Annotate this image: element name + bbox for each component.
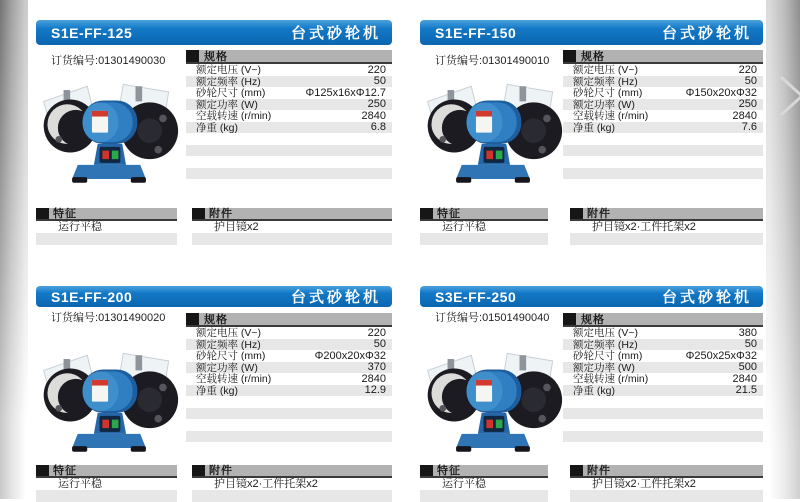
section-stripe [192,233,392,245]
next-page-chevron-icon[interactable] [779,74,800,123]
spec-value: 220 [738,63,757,76]
product-card [420,17,763,253]
spec-value: 7.6 [741,121,757,134]
features-title: 特征 [420,208,548,221]
features-text: 运行平稳 [58,221,102,233]
spec-table [563,313,763,442]
accessories-section [192,465,392,502]
spec-value: Φ150x20xΦ32 [685,86,757,99]
accessories-text: 护目镜x2·工件托架x2 [592,478,696,490]
spec-value: 2840 [361,372,386,385]
spec-table [563,50,763,179]
accessories-title: 附件 [570,465,763,478]
features-title: 特征 [36,465,177,478]
features-text: 运行平稳 [58,478,102,490]
spec-row-empty [186,408,392,420]
product-model: S1E-FF-150 [435,24,517,41]
accessories-section [570,208,763,245]
spec-row-empty [186,419,392,431]
product-model: S1E-FF-125 [51,24,133,41]
features-text: 运行平稳 [442,478,486,490]
product-card [36,17,392,253]
product-header-bar [36,286,392,307]
features-title: 特征 [36,208,177,221]
spec-label: 净重 (kg) [196,384,238,397]
spec-label: 额定电压 (V~) [196,64,262,77]
spec-value: 21.5 [735,384,757,397]
section-stripe [36,490,177,502]
product-header-bar [420,286,763,307]
spec-row [563,385,763,397]
spec-value: 6.8 [370,121,386,134]
product-category: 台式砂轮机 [290,25,381,42]
spec-row-empty [186,168,392,180]
spec-row-empty [186,145,392,157]
accessories-title: 附件 [192,465,392,478]
spec-row [563,122,763,134]
product-header-bar [420,20,763,45]
features-section [36,208,177,245]
accessories-title: 附件 [570,208,763,221]
product-model: S1E-FF-200 [51,288,133,305]
section-stripe [570,490,763,502]
order-number [51,309,165,325]
bench-grinder-image [422,69,564,201]
spec-row-empty [563,168,763,180]
spec-label: 额定频率 (Hz) [196,75,261,88]
spec-value: Φ125x16xΦ12.7 [305,86,386,99]
spec-value: 220 [367,326,386,339]
spec-value: 50 [744,75,757,88]
accessories-section [192,208,392,245]
section-stripe [420,490,548,502]
spec-value: 380 [738,326,757,339]
spec-value: 220 [367,63,386,76]
spec-label: 额定功率 (W) [573,361,635,374]
spec-label: 空载转速 (r/min) [573,373,649,386]
spec-value: 250 [738,98,757,111]
spec-value: Φ250x25xΦ32 [685,349,757,362]
features-text: 运行平稳 [442,221,486,233]
spec-table-title: 规格 [563,313,763,327]
accessories-section [570,465,763,502]
spec-value: 370 [367,361,386,374]
features-section [36,465,177,502]
accessories-text: 护目镜x2 [214,221,259,233]
spec-label: 砂轮尺寸 (mm) [573,87,643,100]
spec-value: 500 [738,361,757,374]
spec-label: 砂轮尺寸 (mm) [573,350,643,363]
spec-label: 空载转速 (r/min) [196,373,272,386]
spec-label: 额定电压 (V~) [573,64,639,77]
spec-row-empty [563,431,763,443]
spec-label: 净重 (kg) [573,121,615,134]
order-number-value: 01301490010 [482,55,550,67]
spec-label: 额定频率 (Hz) [196,338,261,351]
accessories-text: 护目镜x2·工件托架x2 [592,221,696,233]
spec-table [186,50,392,179]
product-card [420,283,763,499]
spec-row [186,122,392,134]
spec-row-empty [186,431,392,443]
spec-label: 额定频率 (Hz) [573,338,638,351]
spec-table-title: 规格 [563,50,763,64]
accessories-text: 护目镜x2·工件托架x2 [214,478,318,490]
spec-label: 额定频率 (Hz) [573,75,638,88]
spec-table [186,313,392,442]
product-header-bar [36,20,392,45]
spec-label: 净重 (kg) [573,384,615,397]
product-category: 台式砂轮机 [661,25,752,42]
spec-value: Φ200x20xΦ32 [314,349,386,362]
spec-row-empty [563,145,763,157]
spec-row [186,385,392,397]
page-edge-left-shadow [0,0,28,499]
spec-value: 250 [367,98,386,111]
bench-grinder-image [422,338,564,470]
spec-label: 砂轮尺寸 (mm) [196,350,266,363]
order-number-value: 01301490030 [98,55,166,67]
spec-row-empty [563,156,763,168]
spec-row-empty [563,408,763,420]
section-stripe [570,233,763,245]
features-section [420,208,548,245]
spec-value: 2840 [732,372,757,385]
product-category: 台式砂轮机 [290,289,381,306]
order-number-label: 订货编号: [435,55,483,67]
spec-label: 空载转速 (r/min) [196,110,272,123]
spec-table-title: 规格 [186,313,392,327]
product-category: 台式砂轮机 [661,289,752,306]
spec-table-title: 规格 [186,50,392,64]
order-number-label: 订货编号: [435,312,483,324]
order-number [51,52,165,68]
spec-value: 2840 [361,109,386,122]
spec-value: 12.9 [364,384,386,397]
spec-value: 50 [373,75,386,88]
spec-label: 额定功率 (W) [573,98,635,111]
order-number-value: 01301490020 [98,312,166,324]
spec-label: 额定电压 (V~) [573,327,639,340]
spec-value: 2840 [732,109,757,122]
bench-grinder-image [38,69,180,201]
section-stripe [36,233,177,245]
spec-row-empty [186,156,392,168]
order-number-label: 订货编号: [51,312,99,324]
order-number-label: 订货编号: [51,55,99,67]
product-card [36,283,392,499]
order-number [435,52,549,68]
spec-value: 50 [373,338,386,351]
spec-label: 额定功率 (W) [196,361,258,374]
spec-row-empty [563,419,763,431]
order-number [435,309,549,325]
spec-label: 净重 (kg) [196,121,238,134]
accessories-title: 附件 [192,208,392,221]
bench-grinder-image [38,338,180,470]
section-stripe [420,233,548,245]
features-section [420,465,548,502]
spec-label: 空载转速 (r/min) [573,110,649,123]
spec-value: 50 [744,338,757,351]
features-title: 特征 [420,465,548,478]
spec-label: 额定电压 (V~) [196,327,262,340]
section-stripe [192,490,392,502]
spec-label: 额定功率 (W) [196,98,258,111]
spec-label: 砂轮尺寸 (mm) [196,87,266,100]
order-number-value: 01501490040 [482,312,550,324]
product-model: S3E-FF-250 [435,288,517,305]
